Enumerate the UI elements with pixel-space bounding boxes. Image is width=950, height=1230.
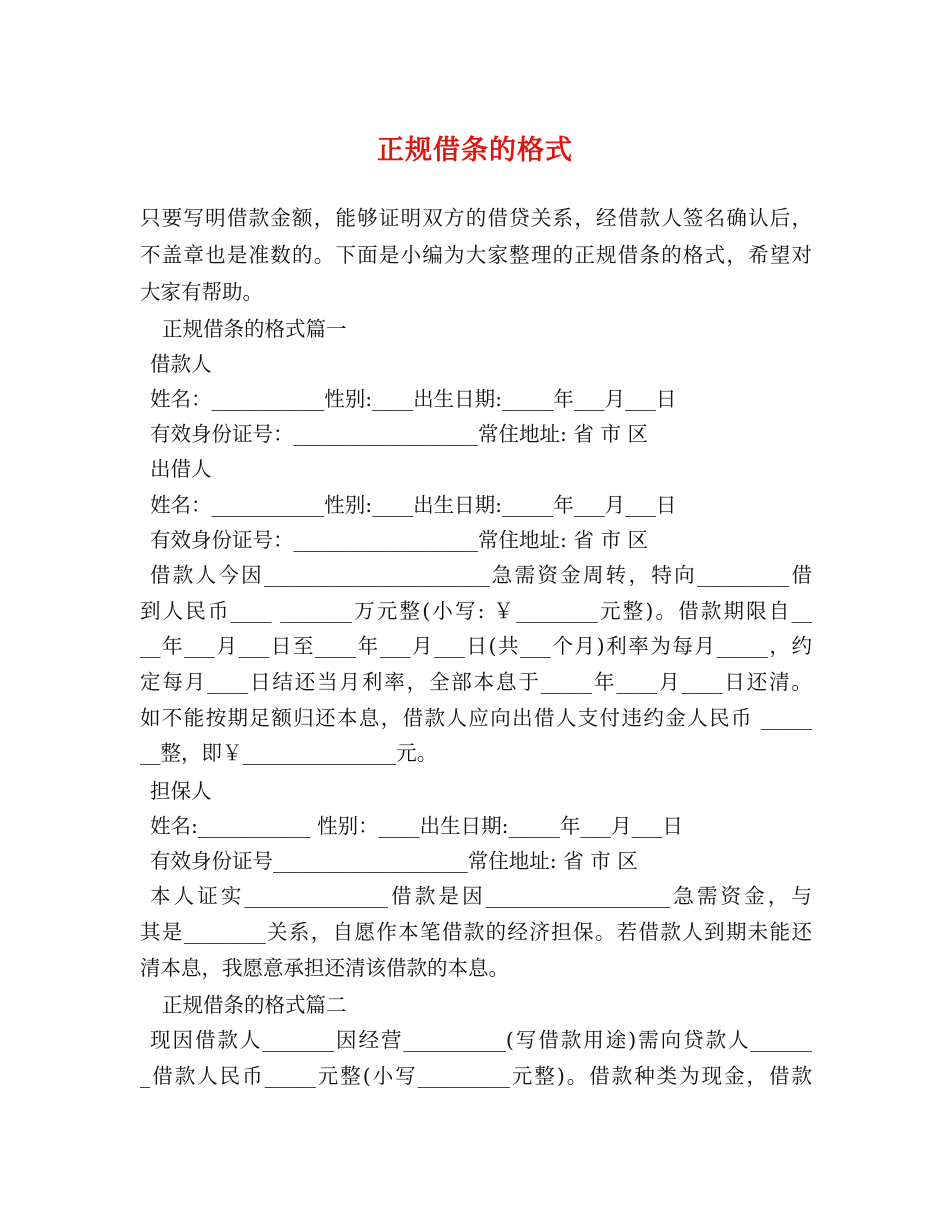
form-line: 有效身份证号：__________________常住地址: 省 市 区	[150, 528, 648, 552]
form-line: 姓名:___________ 性别：____出生日期:_____年___月___日	[150, 814, 683, 838]
form-label-guarantor: 担保人	[150, 779, 212, 803]
paragraph-line: 清本息，我愿意承担还清该借款的本息。	[140, 956, 509, 980]
paragraph-line: __整，即￥_______________元。	[140, 741, 438, 765]
form-label-borrower: 借款人	[150, 352, 212, 376]
paragraph-line: 如不能按期足额归还本息，借款人应向出借人支付违约金人民币 _____	[140, 706, 812, 730]
form-label-lender: 出借人	[150, 457, 212, 481]
section-heading: 正规借条的格式篇二	[162, 993, 347, 1017]
paragraph-line: 不盖章也是准数的。下面是小编为大家整理的正规借条的格式，希望对	[140, 243, 812, 267]
form-line: 姓名：___________性别:____出生日期:_____年___月___日	[150, 387, 677, 411]
document-title: 正规借条的格式	[377, 135, 573, 166]
paragraph-line: _借款人民币_____元整(小写_________元整)。借款种类为现金，借款	[140, 1064, 812, 1088]
paragraph-line: 只要写明借款金额，能够证明双方的借贷关系，经借款人签名确认后，	[140, 206, 812, 230]
section-heading: 正规借条的格式篇一	[162, 317, 347, 341]
paragraph-line: __年___月___日至____年___月___日(共___个月)利率为每月_____，约	[140, 634, 812, 658]
form-line: 有效身份证号___________________常住地址: 省 市 区	[150, 849, 638, 873]
paragraph-line: 定每月____日结还当月利率，全部本息于_____年____月____日还清。	[140, 670, 812, 694]
paragraph-line: 大家有帮助。	[140, 280, 263, 304]
paragraph-line: 本人证实______________借款是因__________________急需资金，与	[150, 884, 812, 908]
paragraph-line: 现因借款人_______因经营__________(写借款用途)需向贷款人______	[150, 1028, 812, 1052]
form-line: 姓名：___________性别:____出生日期:_____年___月___日	[150, 493, 677, 517]
paragraph-line: 其是________关系，自愿作本笔借款的经济担保。若借款人到期未能还	[140, 920, 812, 944]
form-line: 有效身份证号：__________________常住地址: 省 市 区	[150, 422, 648, 446]
paragraph-line: 借款人今因______________________急需资金周转，特向_________借	[150, 563, 812, 587]
paragraph-line: 到人民币____ _______万元整(小写: ￥________元整)。借款期限自__	[140, 599, 812, 623]
